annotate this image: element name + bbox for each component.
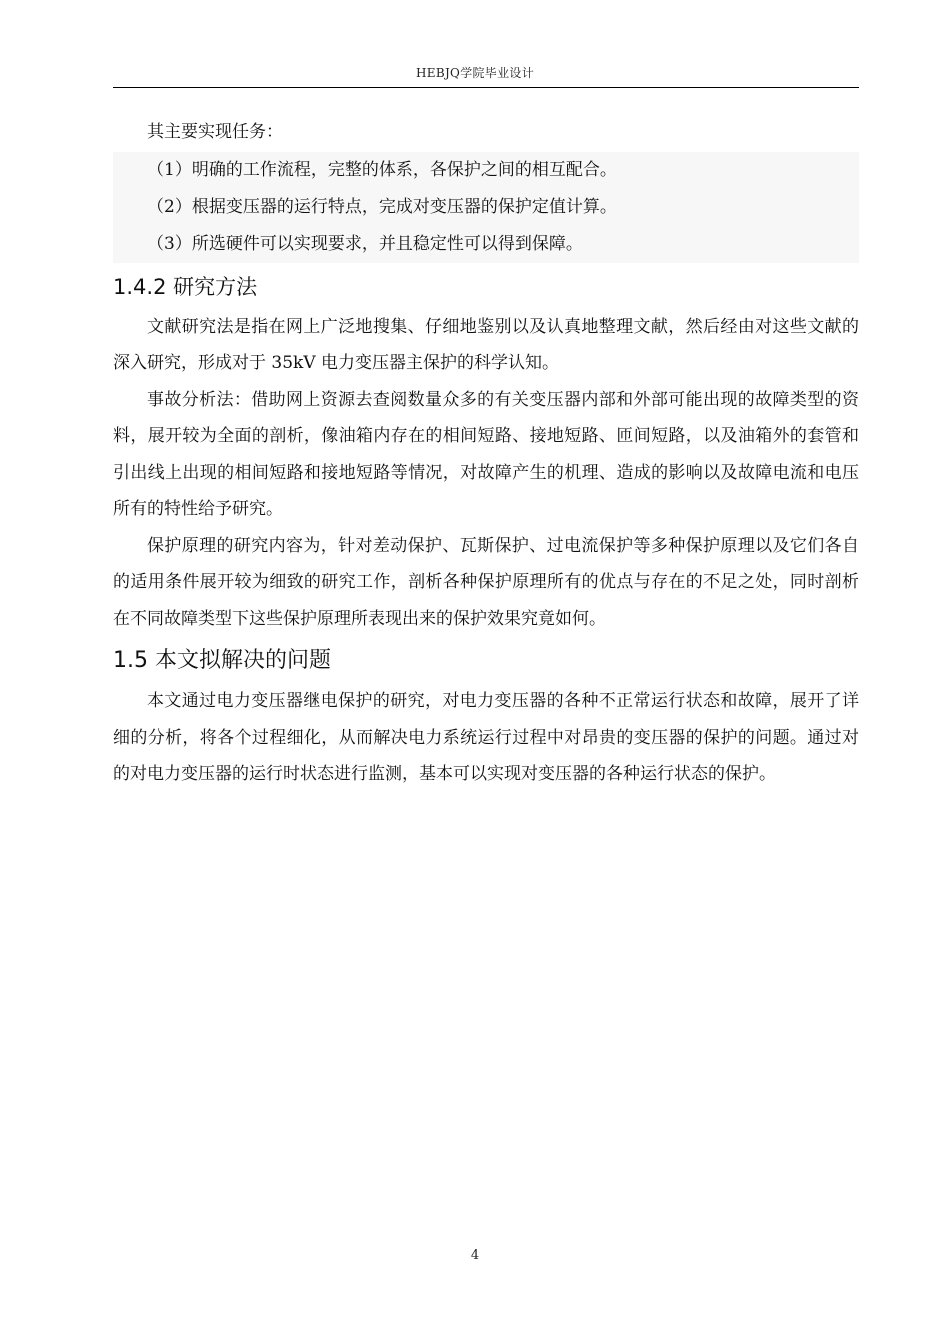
paragraph-accident-analysis: 事故分析法：借助网上资源去查阅数量众多的有关变压器内部和外部可能出现的故障类型的资料，展开较为全面的剖析，像油箱内存在的相间短路、接地短路、匝间短路，以及油箱外的套管和引出线上出现的相间短路和接地短路等情况，对故障产生的机理、造成的影响以及故障电流和电压所有的特性给予研究。 [113, 389, 859, 519]
task-item-2: （2）根据变压器的运行特点，完成对变压器的保护定值计算。 [147, 196, 617, 217]
page-header: HEBJQ学院毕业设计 [416, 66, 534, 80]
section-heading-1-4-2: 1.4.2 研究方法 [113, 274, 258, 299]
task-list [113, 152, 859, 263]
document-body [113, 114, 859, 793]
paragraph-problems-solved: 本文通过电力变压器继电保护的研究，对电力变压器的各种不正常运行状态和故障，展开了详细的分析，将各个过程细化，从而解决电力系统运行过程中对昂贵的变压器的保护的问题。通过对的对电力变压器的运行时状态进行监测，基本可以实现对变压器的各种运行状态的保护。 [113, 691, 859, 784]
task-item-3: （3）所选硬件可以实现要求，并且稳定性可以得到保障。 [147, 233, 583, 254]
header-rule [113, 87, 859, 88]
page-number: 4 [470, 1248, 480, 1263]
tasks-lead: 其主要实现任务： [147, 122, 283, 142]
paragraph-literature-research: 文献研究法是指在网上广泛地搜集、仔细地鉴别以及认真地整理文献，然后经由对这些文献的深入研究，形成对于 35kV 电力变压器主保护的科学认知。 [113, 316, 859, 373]
paragraph-protection-principle: 保护原理的研究内容为，针对差动保护、瓦斯保护、过电流保护等多种保护原理以及它们各自的适用条件展开较为细致的研究工作，剖析各种保护原理所有的优点与存在的不足之处，同时剖析在不同故障类型下这些保护原理所表现出来的保护效果究竟如何。 [113, 535, 859, 629]
section-heading-1-5: 1.5 本文拟解决的问题 [113, 648, 331, 673]
task-item-1: （1）明确的工作流程，完整的体系，各保护之间的相互配合。 [147, 159, 617, 180]
